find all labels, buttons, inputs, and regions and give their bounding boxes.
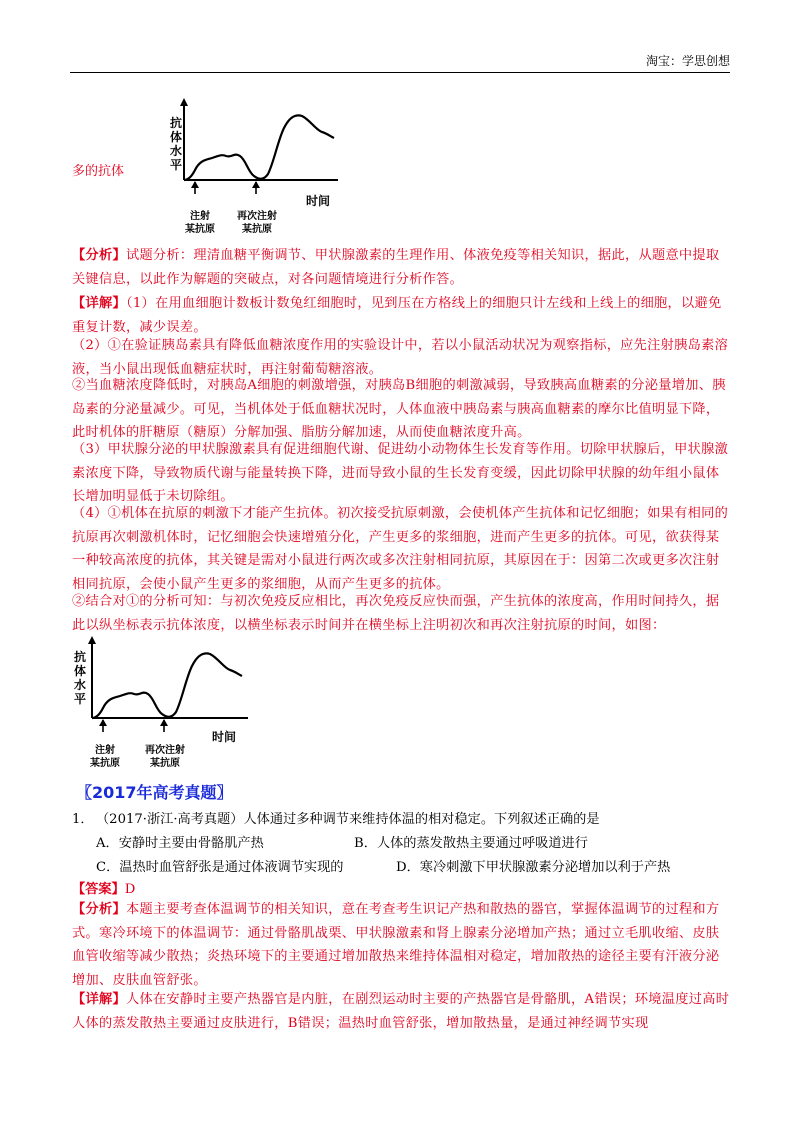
analysis-tag: 【分析】 [72,248,126,263]
analysis2-paragraph [72,898,732,993]
ylabel-char: 体 [170,130,183,144]
ylabel-char: 平 [74,692,87,706]
option-c: C．温热时血管舒张是通过体液调节实现的 [96,860,344,875]
ylabel-char: 抗 [170,116,183,130]
header-text: 淘宝：学思创想 [645,54,730,68]
analysis2-text: 本题主要考查体温调节的相关知识，意在考查考生识记产热和散热的器官，掌握体温调节的过程和方式。寒冷环境下的体温调节：通过骨骼肌战栗、甲状腺激素和肾上腺素分泌增加产热；通过立毛肌收缩、皮肤血管收缩等减少散热；炎热环境下的主要通过增加散热来维持体温相对稳定，增加散热的途径主要有汗液分泌增加、皮肤血管舒张。 [72,902,720,989]
graph-ylabel-top [170,116,184,172]
arrow2-line2: 某抗原 [150,758,180,769]
question-stem: （2017·浙江·高考真题）人体通过多种调节来维持体温的相对稳定。下列叙述正确的是 [96,812,600,827]
detail-paragraph-1 [72,292,732,339]
option-a: A．安静时主要由骨骼肌产热 [96,836,264,851]
graph-xlabel-top: 时间 [306,194,331,208]
answer-value: D [124,882,136,897]
detail2-tag: 【详解】 [72,992,126,1007]
graph-arrow1-label-bottom [88,744,122,770]
graph-arrow2-label-bottom [140,744,190,770]
detail2-paragraph [72,988,732,1035]
section-title: 〖2017年高考真题〗 [76,783,233,802]
question-number: 1． [72,812,94,827]
detail-paragraph-6: ②结合对①的分析可知：与初次免疫反应相比，再次免疫反应快而强，产生抗体的浓度高，作用时间持久，据此以纵坐标表示抗体浓度，以横坐标表示时间并在横坐标上注明初次和再次注射抗原的时间，如图： [72,594,720,633]
ylabel-char: 水 [170,144,183,158]
ylabel-char: 平 [170,158,183,172]
detail-paragraph-5: （4）①机体在抗原的刺激下才能产生抗体。初次接受抗原刺激，会使机体产生抗体和记忆细胞；如果有相同的抗原再次刺激机体时，记忆细胞会快速增殖分化，产生更多的浆细胞，进而产生更多的抗体。可见，欲获得某一种较高浓度的抗体，其关键是需对小鼠进行两次或多次注射相同抗原，其原因在于：因第二次或更多次注射相同抗原，会使小鼠产生更多的浆细胞，从而产生更多的抗体。 [72,506,729,593]
analysis2-tag: 【分析】 [72,902,126,917]
ylabel-char: 水 [74,678,87,692]
answer-tag: 【答案】 [72,882,125,897]
detail2-text: 人体在安静时主要产热器官是内脏，在剧烈运动时主要的产热器官是骨骼肌，A错误；环境温度过高时人体的蒸发散热主要通过皮肤进行，B错误；温热时血管舒张，增加散热量，是通过神经调节实现 [72,992,730,1031]
arrow2-line2: 某抗原 [242,224,272,235]
graph-arrow2-label-top [232,210,282,236]
graph-arrow1-label-top [184,210,216,236]
analysis-paragraph [72,244,732,291]
top-note: 多的抗体 [72,164,125,179]
detail-paragraph-3: ②当血糖浓度降低时，对胰岛A细胞的刺激增强，对胰岛B细胞的刺激减弱，导致胰高血糖素的分泌量增加、胰岛素的分泌量减少。可见，当机体处于低血糖状况时，人体血液中胰岛素与胰高血糖素的摩尔比值明显下降，此时机体的肝糖原（糖原）分解加强、脂肪分解加速，从而使血糖浓度升高。 [72,378,726,441]
arrow1-line2: 某抗原 [90,758,120,769]
detail-paragraph-2: （2）①在验证胰岛素具有降低血糖浓度作用的实验设计中，若以小鼠活动状况为观察指标，应先注射胰岛素溶液，当小鼠出现低血糖症状时，再注射葡萄糖溶液。 [72,338,729,377]
arrow1-line1: 注射 [190,211,210,222]
option-b: B．人体的蒸发散热主要通过呼吸道进行 [354,836,588,851]
arrow1-line2: 某抗原 [185,224,215,235]
arrow2-line1: 再次注射 [145,745,185,756]
arrow2-line1: 再次注射 [237,211,277,222]
option-d: D．寒冷刺激下甲状腺激素分泌增加以利于产热 [396,860,671,875]
analysis-text: 试题分析：理清血糖平衡调节、甲状腺激素的生理作用、体液免疫等相关知识，据此，从题意中提取关键信息，以此作为解题的突破点，对各问题情境进行分析作答。 [72,248,720,287]
ylabel-char: 体 [74,664,87,678]
arrow1-line1: 注射 [95,745,115,756]
page-header [70,52,730,73]
detail-tag: 【详解】 [72,296,126,311]
graph-ylabel-bottom [74,650,88,706]
answer-line [72,878,135,897]
detail-paragraph-4: （3）甲状腺分泌的甲状腺激素具有促进细胞代谢、促进幼小动物体生长发育等作用。切除甲状腺后，甲状腺激素浓度下降，导致物质代谢与能量转换下降，进而导致小鼠的生长发育变缓，因此切除甲状腺的幼年组小鼠体长增加明显低于未切除组。 [72,442,729,505]
graph-xlabel-bottom: 时间 [212,730,237,744]
detail-text-1: （1）在用血细胞计数板计数兔红细胞时，见到压在方格线上的细胞只计左线和上线上的细胞，以避免重复计数，减少误差。 [72,296,722,335]
ylabel-char: 抗 [74,650,87,664]
